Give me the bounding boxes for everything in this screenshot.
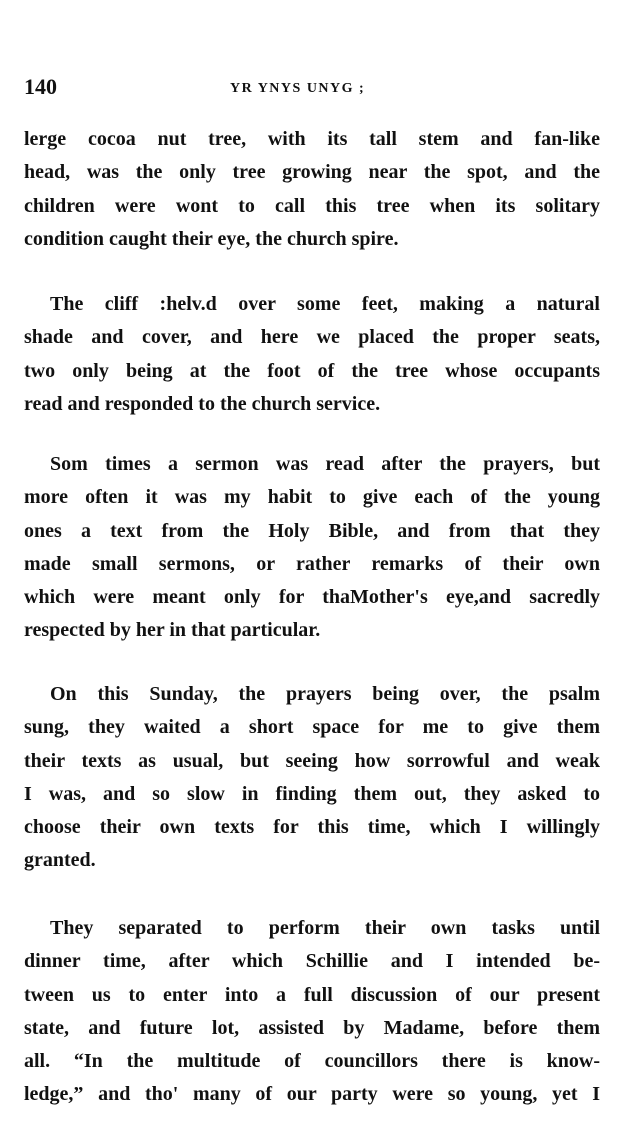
text-line: shade and cover, and here we placed the proper seats, [24, 326, 600, 349]
paragraph-5 [24, 912, 600, 1112]
text-line: head, was the only tree growing near the spot, and the [24, 161, 600, 184]
text-line: On this Sunday, the prayers being over, the psalm [50, 683, 600, 705]
paragraph-2 [24, 288, 600, 421]
text-line: their texts as usual, but seeing how sorrowful and weak [24, 749, 600, 772]
text-line: sung, they waited a short space for me to give them [24, 716, 600, 739]
text-line: Som times a sermon was read after the prayers, but [50, 453, 600, 475]
text-line: condition caught their eye, the church spire. [24, 227, 399, 250]
text-line: state, and future lot, assisted by Madame, before them [24, 1016, 600, 1039]
text-line: dinner time, after which Schillie and I intended be- [24, 950, 600, 973]
text-line: lerge cocoa nut tree, with its tall stem and fan-like [24, 128, 600, 150]
text-line: They separated to perform their own tasks until [50, 917, 600, 939]
paragraph-3 [24, 448, 600, 648]
text-line: granted. [24, 849, 96, 872]
paragraph-4 [24, 678, 600, 878]
text-line: ones a text from the Holy Bible, and from that they [24, 519, 600, 542]
text-line: all. “In the multitude of councillors there is know- [24, 1050, 600, 1073]
text-line: children were wont to call this tree when its solitary [24, 194, 600, 217]
running-head [24, 74, 604, 104]
text-line: read and responded to the church service. [24, 392, 381, 415]
text-line: tween us to enter into a full discussion of our present [24, 983, 600, 1006]
text-line: I was, and so slow in finding them out, they asked to [24, 782, 600, 805]
text-line: ledge,” and tho' many of our party were so young, yet I [24, 1083, 600, 1106]
text-line: The cliff :helv.d over some feet, making a natural [50, 293, 600, 315]
text-line: choose their own texts for this time, which I willingly [24, 816, 600, 839]
text-line: more often it was my habit to give each of the young [24, 486, 600, 509]
paragraph-1 [24, 123, 600, 256]
text-line: respected by her in that particular. [24, 619, 321, 642]
running-title: YR YNYS UNYG ; [230, 81, 366, 96]
text-line: which were meant only for thaMother's eye,and sacredly [24, 586, 600, 609]
page-number: 140 [24, 74, 57, 99]
text-line: two only being at the foot of the tree whose occupants [24, 359, 600, 382]
text-line: made small sermons, or rather remarks of their own [24, 552, 600, 575]
